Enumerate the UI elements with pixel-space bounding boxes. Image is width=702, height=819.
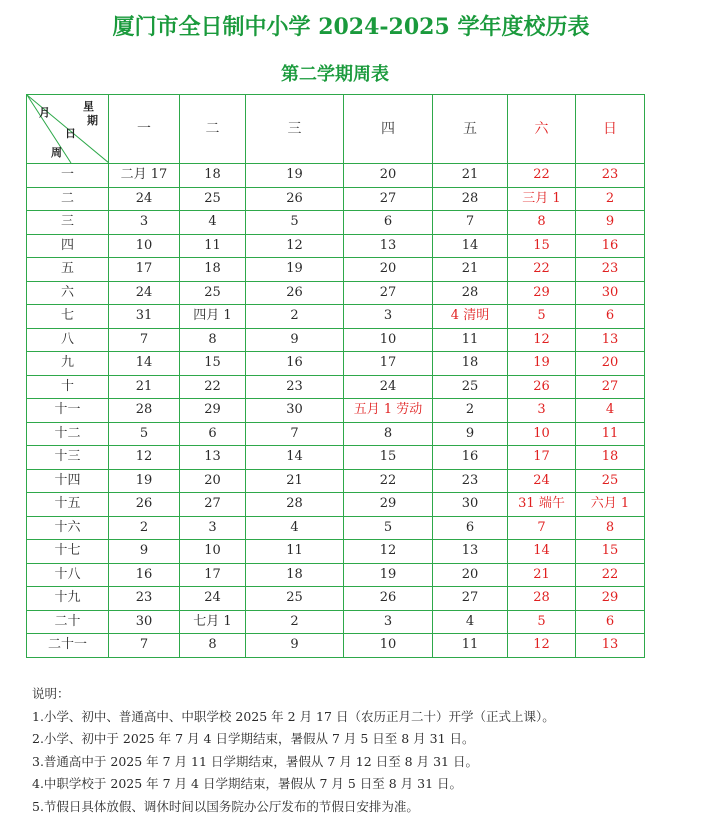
date-cell: 27 <box>433 587 508 611</box>
date-cell: 18 <box>180 164 246 188</box>
week-number-cell: 二 <box>27 187 109 211</box>
date-cell: 24 <box>344 375 433 399</box>
date-cell: 21 <box>508 563 576 587</box>
date-cell: 24 <box>109 281 180 305</box>
date-cell: 25 <box>576 469 645 493</box>
date-cell: 27 <box>344 187 433 211</box>
date-cell: 4 <box>576 399 645 423</box>
date-cell: 28 <box>246 493 344 517</box>
page-subtitle: 第二学期周表 <box>281 64 389 85</box>
week-number-cell: 十一 <box>27 399 109 423</box>
date-cell: 19 <box>246 164 344 188</box>
date-cell: 22 <box>508 258 576 282</box>
week-number-cell: 十八 <box>27 563 109 587</box>
date-cell: 5 <box>246 211 344 235</box>
date-cell: 28 <box>433 281 508 305</box>
date-cell: 23 <box>246 375 344 399</box>
date-cell: 11 <box>433 328 508 352</box>
date-cell: 15 <box>180 352 246 376</box>
date-cell: 25 <box>180 281 246 305</box>
date-cell: 7 <box>109 634 180 658</box>
date-cell: 2 <box>433 399 508 423</box>
note-item: 1.小学、初中、普通高中、中职学校 2025 年 2 月 17 日（农历正月二十）开学（正式上课）。 <box>32 708 555 724</box>
corner-week-top-label: 星 <box>83 100 94 113</box>
date-cell: 13 <box>344 234 433 258</box>
date-cell: 19 <box>246 258 344 282</box>
week-number-cell: 二十 <box>27 610 109 634</box>
day-header-thu: 四 <box>344 95 433 164</box>
date-cell: 13 <box>576 328 645 352</box>
date-cell: 六月 1 <box>576 493 645 517</box>
week-row <box>27 399 645 423</box>
date-cell: 15 <box>508 234 576 258</box>
page-title: 厦门市全日制中小学 2024-2025 学年度校历表 <box>112 14 590 40</box>
date-cell: 9 <box>433 422 508 446</box>
date-cell: 4 <box>433 610 508 634</box>
date-cell: 30 <box>109 610 180 634</box>
date-cell: 四月 1 <box>180 305 246 329</box>
week-row <box>27 211 645 235</box>
date-cell: 12 <box>344 540 433 564</box>
date-cell: 27 <box>344 281 433 305</box>
date-cell: 31 端午 <box>508 493 576 517</box>
date-cell: 22 <box>508 164 576 188</box>
date-cell: 6 <box>433 516 508 540</box>
date-cell: 28 <box>433 187 508 211</box>
date-cell: 14 <box>109 352 180 376</box>
date-cell: 3 <box>180 516 246 540</box>
week-number-cell: 十六 <box>27 516 109 540</box>
note-item: 4.中职学校于 2025 年 7 月 4 日学期结束，暑假从 7 月 5 日至 8 月 31 日。 <box>32 776 463 792</box>
date-cell: 8 <box>180 328 246 352</box>
week-row <box>27 634 645 658</box>
date-cell: 21 <box>109 375 180 399</box>
date-cell: 16 <box>433 446 508 470</box>
day-header-sat: 六 <box>508 95 576 164</box>
date-cell: 5 <box>508 610 576 634</box>
date-cell: 2 <box>246 305 344 329</box>
date-cell: 10 <box>180 540 246 564</box>
date-cell: 20 <box>344 258 433 282</box>
date-cell: 20 <box>433 563 508 587</box>
day-header-tue: 二 <box>180 95 246 164</box>
date-cell: 11 <box>246 540 344 564</box>
date-cell: 13 <box>180 446 246 470</box>
date-cell: 2 <box>109 516 180 540</box>
date-cell: 21 <box>433 164 508 188</box>
date-cell: 5 <box>109 422 180 446</box>
date-cell: 18 <box>246 563 344 587</box>
week-row <box>27 164 645 188</box>
week-number-cell: 十四 <box>27 469 109 493</box>
date-cell: 2 <box>246 610 344 634</box>
date-cell: 16 <box>576 234 645 258</box>
week-row <box>27 305 645 329</box>
date-cell: 15 <box>344 446 433 470</box>
date-cell: 3 <box>344 305 433 329</box>
week-row <box>27 281 645 305</box>
date-cell: 23 <box>576 258 645 282</box>
date-cell: 6 <box>344 211 433 235</box>
date-cell: 9 <box>246 328 344 352</box>
date-cell: 31 <box>109 305 180 329</box>
day-header-sun: 日 <box>576 95 645 164</box>
date-cell: 20 <box>180 469 246 493</box>
date-cell: 13 <box>433 540 508 564</box>
corner-zhou-label: 周 <box>51 146 62 159</box>
date-cell: 29 <box>344 493 433 517</box>
week-number-cell: 十三 <box>27 446 109 470</box>
date-cell: 11 <box>180 234 246 258</box>
date-cell: 12 <box>109 446 180 470</box>
date-cell: 7 <box>109 328 180 352</box>
week-number-cell: 四 <box>27 234 109 258</box>
week-row <box>27 422 645 446</box>
date-cell: 11 <box>576 422 645 446</box>
date-cell: 16 <box>109 563 180 587</box>
date-cell: 25 <box>433 375 508 399</box>
corner-header-cell <box>27 95 109 164</box>
date-cell: 17 <box>180 563 246 587</box>
date-cell: 23 <box>576 164 645 188</box>
date-cell: 10 <box>344 634 433 658</box>
date-cell: 23 <box>109 587 180 611</box>
date-cell: 10 <box>508 422 576 446</box>
date-cell: 21 <box>246 469 344 493</box>
date-cell: 18 <box>433 352 508 376</box>
week-row <box>27 610 645 634</box>
date-cell: 24 <box>180 587 246 611</box>
date-cell: 20 <box>344 164 433 188</box>
date-cell: 16 <box>246 352 344 376</box>
date-cell: 6 <box>576 305 645 329</box>
date-cell: 29 <box>180 399 246 423</box>
day-header-mon: 一 <box>109 95 180 164</box>
date-cell: 29 <box>576 587 645 611</box>
date-cell: 8 <box>576 516 645 540</box>
week-row <box>27 328 645 352</box>
date-cell: 22 <box>180 375 246 399</box>
date-cell: 12 <box>508 634 576 658</box>
week-row <box>27 258 645 282</box>
week-row <box>27 352 645 376</box>
date-cell: 27 <box>180 493 246 517</box>
date-cell: 24 <box>508 469 576 493</box>
date-cell: 30 <box>246 399 344 423</box>
week-number-cell: 二十一 <box>27 634 109 658</box>
week-row <box>27 446 645 470</box>
note-item: 2.小学、初中于 2025 年 7 月 4 日学期结束，暑假从 7 月 5 日至 8 月 31 日。 <box>32 731 475 747</box>
week-number-cell: 五 <box>27 258 109 282</box>
week-number-cell: 十九 <box>27 587 109 611</box>
week-number-cell: 十七 <box>27 540 109 564</box>
notes-section <box>32 683 692 819</box>
header-row <box>27 95 645 164</box>
week-number-cell: 九 <box>27 352 109 376</box>
date-cell: 11 <box>433 634 508 658</box>
day-header-wed: 三 <box>246 95 344 164</box>
date-cell: 30 <box>576 281 645 305</box>
date-cell: 29 <box>508 281 576 305</box>
date-cell: 14 <box>433 234 508 258</box>
date-cell: 五月 1 劳动 <box>344 399 433 423</box>
date-cell: 14 <box>508 540 576 564</box>
date-cell: 8 <box>508 211 576 235</box>
date-cell: 26 <box>344 587 433 611</box>
date-cell: 二月 17 <box>109 164 180 188</box>
date-cell: 10 <box>109 234 180 258</box>
date-cell: 18 <box>180 258 246 282</box>
date-cell: 七月 1 <box>180 610 246 634</box>
date-cell: 9 <box>109 540 180 564</box>
day-header-fri: 五 <box>433 95 508 164</box>
date-cell: 3 <box>109 211 180 235</box>
week-number-cell: 十五 <box>27 493 109 517</box>
date-cell: 26 <box>508 375 576 399</box>
date-cell: 30 <box>433 493 508 517</box>
date-cell: 4 清明 <box>433 305 508 329</box>
date-cell: 20 <box>576 352 645 376</box>
date-cell: 17 <box>508 446 576 470</box>
corner-day-label: 日 <box>65 127 76 140</box>
date-cell: 25 <box>246 587 344 611</box>
date-cell: 14 <box>246 446 344 470</box>
week-row <box>27 234 645 258</box>
date-cell: 12 <box>246 234 344 258</box>
date-cell: 3 <box>508 399 576 423</box>
corner-week-bottom-label: 期 <box>87 114 98 127</box>
date-cell: 7 <box>508 516 576 540</box>
date-cell: 15 <box>576 540 645 564</box>
calendar-table <box>26 94 645 658</box>
corner-month-label: 月 <box>39 106 50 119</box>
date-cell: 22 <box>344 469 433 493</box>
date-cell: 17 <box>344 352 433 376</box>
date-cell: 7 <box>433 211 508 235</box>
date-cell: 19 <box>344 563 433 587</box>
date-cell: 3 <box>344 610 433 634</box>
date-cell: 9 <box>576 211 645 235</box>
week-row <box>27 493 645 517</box>
notes-heading: 说明： <box>32 686 70 701</box>
note-item: 3.普通高中于 2025 年 7 月 11 日学期结束，暑假从 7 月 12 日至 8 月 31 日。 <box>32 753 478 769</box>
date-cell: 8 <box>344 422 433 446</box>
week-row <box>27 563 645 587</box>
week-number-cell: 十二 <box>27 422 109 446</box>
week-number-cell: 一 <box>27 164 109 188</box>
date-cell: 23 <box>433 469 508 493</box>
date-cell: 28 <box>508 587 576 611</box>
week-row <box>27 540 645 564</box>
date-cell: 4 <box>180 211 246 235</box>
date-cell: 9 <box>246 634 344 658</box>
date-cell: 10 <box>344 328 433 352</box>
date-cell: 27 <box>576 375 645 399</box>
date-cell: 19 <box>109 469 180 493</box>
week-number-cell: 七 <box>27 305 109 329</box>
date-cell: 7 <box>246 422 344 446</box>
date-cell: 19 <box>508 352 576 376</box>
date-cell: 4 <box>246 516 344 540</box>
date-cell: 26 <box>246 187 344 211</box>
date-cell: 22 <box>576 563 645 587</box>
week-row <box>27 187 645 211</box>
week-number-cell: 八 <box>27 328 109 352</box>
week-number-cell: 十 <box>27 375 109 399</box>
date-cell: 5 <box>344 516 433 540</box>
note-item: 5.节假日具体放假、调休时间以国务院办公厅发布的节假日安排为准。 <box>32 798 419 814</box>
week-row <box>27 516 645 540</box>
date-cell: 6 <box>576 610 645 634</box>
week-number-cell: 六 <box>27 281 109 305</box>
week-row <box>27 587 645 611</box>
date-cell: 6 <box>180 422 246 446</box>
week-number-cell: 三 <box>27 211 109 235</box>
date-cell: 26 <box>109 493 180 517</box>
date-cell: 三月 1 <box>508 187 576 211</box>
date-cell: 18 <box>576 446 645 470</box>
date-cell: 2 <box>576 187 645 211</box>
date-cell: 26 <box>246 281 344 305</box>
date-cell: 13 <box>576 634 645 658</box>
week-row <box>27 469 645 493</box>
week-row <box>27 375 645 399</box>
date-cell: 25 <box>180 187 246 211</box>
date-cell: 21 <box>433 258 508 282</box>
date-cell: 5 <box>508 305 576 329</box>
calendar-body <box>27 164 645 658</box>
date-cell: 17 <box>109 258 180 282</box>
date-cell: 8 <box>180 634 246 658</box>
date-cell: 12 <box>508 328 576 352</box>
date-cell: 28 <box>109 399 180 423</box>
date-cell: 24 <box>109 187 180 211</box>
